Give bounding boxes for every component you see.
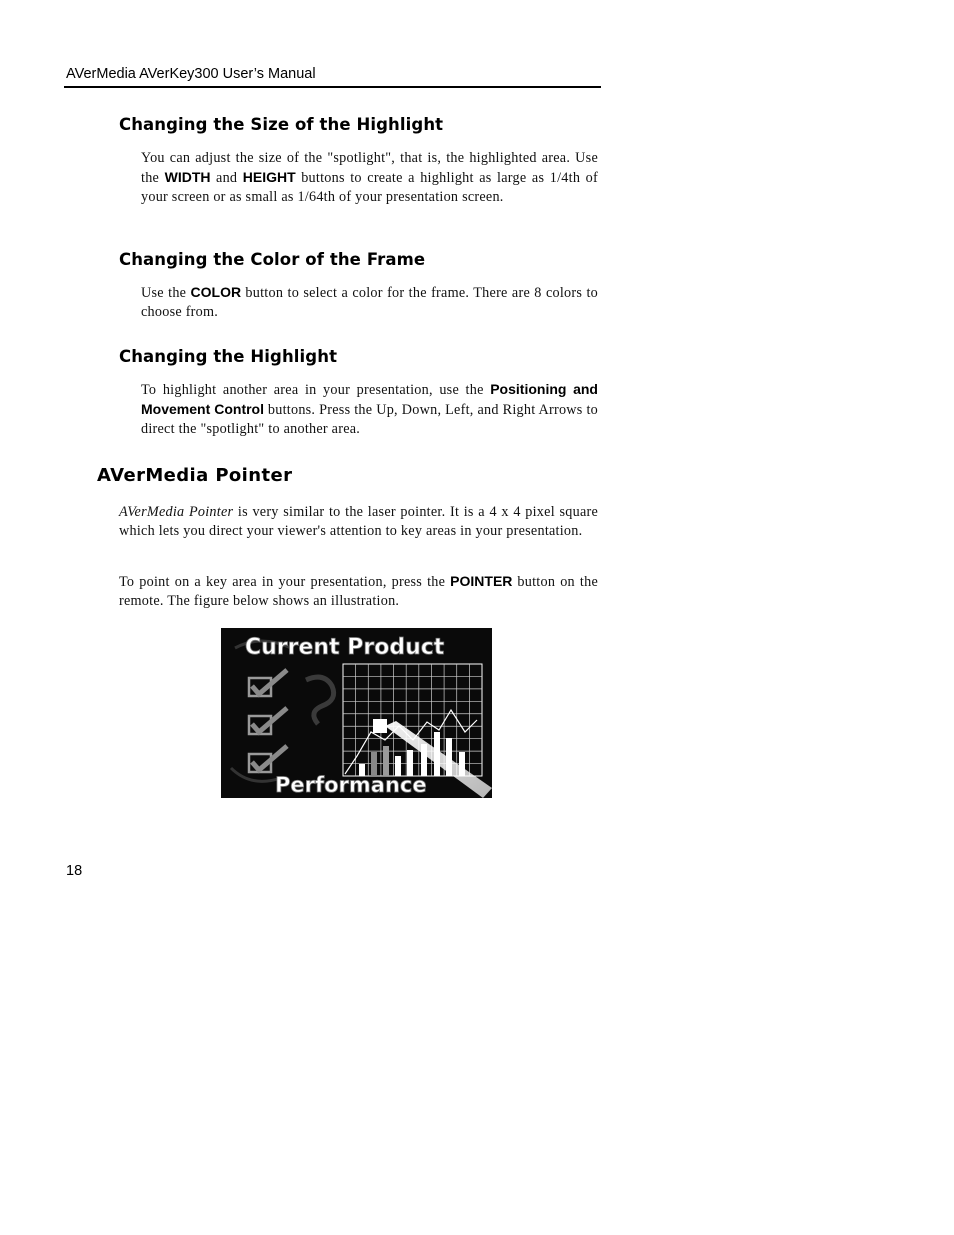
chart-bar — [383, 746, 389, 776]
figure-title-line2: Performance — [275, 773, 427, 797]
header-rule — [64, 86, 601, 88]
paragraph-changing-highlight: To highlight another area in your presentation, use the Positioning and Movement Control buttons. Press the Up, Down, Left, and Right Arrows to direct the "spotlight" to another area. — [141, 381, 598, 437]
running-header: AVerMedia AVerKey300 User’s Manual — [66, 66, 316, 82]
paragraph-size-highlight: You can adjust the size of the "spotlight", that is, the highlighted area. Use the WIDTH and HEIGHT buttons to create a highlight as large as 1/4th of your screen or as small as 1/64th of your presentation screen. — [141, 150, 598, 205]
keyword-positioning: Positioning and Movement Control — [141, 381, 598, 417]
pointer-illustration — [221, 628, 492, 798]
heading-changing-highlight: Changing the Highlight — [119, 347, 338, 366]
keyword-height: HEIGHT — [242, 169, 296, 185]
paragraph-pointer-usage: To point on a key area in your presentation, press the POINTER button on the remote. The figure below shows an illustration. — [119, 573, 598, 609]
page-number: 18 — [66, 863, 83, 879]
keyword-color: COLOR — [190, 284, 242, 300]
paragraph-color-frame: Use the COLOR button to select a color for the frame. There are 8 colors to choose from. — [141, 284, 598, 320]
figure-title-line1: Current Product — [245, 635, 445, 660]
heading-color-frame: Changing the Color of the Frame — [119, 250, 426, 269]
heading-size-highlight: Changing the Size of the Highlight — [119, 115, 444, 134]
pointer-square — [373, 719, 387, 733]
keyword-pointer: POINTER — [450, 573, 513, 589]
paragraph-pointer-intro: AVerMedia Pointer is very similar to the laser pointer. It is a 4 x 4 pixel square which lets you direct your viewer's attention to key areas in your presentation. — [119, 504, 599, 539]
keyword-width: WIDTH — [164, 169, 211, 185]
heading-avermedia-pointer: AVerMedia Pointer — [97, 465, 293, 486]
